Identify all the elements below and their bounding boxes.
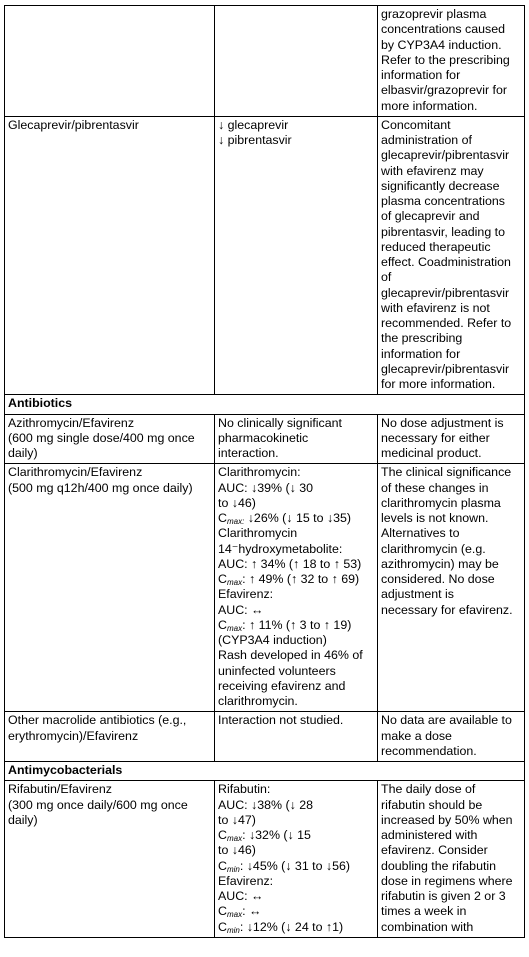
text-line: pharmacokinetic [218,430,309,445]
text-line: The clinical significance [381,465,512,480]
text-line: efavirenz. Consider [381,843,488,858]
text-line: to ↓47) [218,812,256,827]
text-line: Clarithromycin/Efavirenz [8,465,143,480]
text-line: Refer to the prescribing [381,52,510,67]
text-line: Efavirenz: [218,873,274,888]
text-line: information for [381,68,461,82]
subscript: min [226,925,240,935]
text-line: AUC: ↑ 34% (↑ 18 to ↑ 53) [218,556,362,571]
text-line: effect. Coadministration [381,255,511,269]
text-line: Interaction not studied. [218,713,344,728]
text-line: No clinically significant [218,415,342,430]
text-line: concentrations caused [381,22,505,37]
text-line: Alternatives to [381,526,460,541]
subscript: max [226,578,243,587]
text-line: administration of [381,133,472,147]
text-line: combination with [381,919,474,934]
text-line [218,904,375,919]
table-row [5,116,525,395]
c-symbol: C [218,904,227,919]
text-line: times a week in [381,904,467,919]
text-line: daily) [8,812,38,827]
table-row [5,712,525,762]
drug-cell [5,464,215,712]
text-line: interaction. [218,446,279,460]
value-text: : ↑ 11% (↑ 3 to ↑ 19) [242,617,352,632]
text-line: AUC: ↓39% (↓ 30 [218,480,314,495]
c-symbol: C [218,617,227,632]
subscript: max [226,623,243,633]
value-text: : ↓12% (↓ 24 to ↑1) [239,919,344,934]
text-line: daily) [8,446,38,460]
text-line: (CYP3A4 induction) [218,633,327,647]
text-line: Concomitant [381,117,451,132]
subscript: max: [226,517,245,526]
text-line: by CYP3A4 induction. [381,37,502,52]
effect-cell [215,414,378,464]
text-line: with efavirenz may [381,163,484,178]
text-line: glecaprevir/pibrentasvir [381,361,510,376]
text-line: ↓ pibrentasvir [218,133,292,147]
text-line: No dose adjustment is [381,415,504,430]
effect-cell [215,781,378,938]
text-line: elbasvir/grazoprevir for [381,83,508,98]
c-symbol: C [218,572,227,586]
value-text: : ↓32% (↓ 15 [242,828,311,842]
text-line: increased by 50% when [381,812,513,827]
text-line: clarithromycin plasma [381,495,501,510]
text-line: The daily dose of [381,782,476,797]
text-line [218,618,375,633]
recommendation-cell [378,781,525,938]
text-line: Efavirenz: [218,587,274,602]
text-line: erythromycin)/Efavirenz [8,728,139,743]
value-text: : ↑ 49% (↑ 32 to ↑ 69) [242,572,360,586]
text-line: adjustment is [381,587,455,602]
text-line: recommendation. [381,743,477,758]
recommendation-cell [378,712,525,762]
c-symbol: C [218,511,227,525]
text-line: significantly decrease [381,178,500,193]
text-line: Rifabutin: [218,782,271,797]
text-line: rifabutin should be [381,797,483,812]
text-line: (500 mg q12h/400 mg once daily) [8,480,193,495]
recommendation-cell [378,116,525,395]
text-line: AUC: ↔ [218,889,264,903]
text-line: more information. [381,98,478,113]
text-line [218,920,375,935]
drug-cell [5,116,215,395]
text-line: levels is not known. [381,511,489,525]
text-line: grazoprevir plasma [381,7,487,21]
text-line [218,572,375,587]
text-line: Azithromycin/Efavirenz [8,415,135,430]
text-line [218,828,375,843]
text-line: the prescribing [381,331,463,346]
text-line [218,859,375,874]
section-row [5,395,525,414]
interaction-table [4,5,525,938]
drug-cell [5,781,215,938]
text-line: with efavirenz is not [381,300,490,315]
table-row [5,781,525,938]
text-line: of these changes in [381,480,489,495]
text-line: necessary for either [381,430,490,445]
recommendation-cell [378,414,525,464]
text-line: plasma concentrations [381,194,505,208]
subscript: max [226,834,243,843]
table-row [5,414,525,464]
text-line: reduced therapeutic [381,239,491,254]
section-heading-antibiotics: Antibiotics [5,395,525,414]
text-line: of glecaprevir and [381,209,480,224]
text-line: 14⁻hydroxymetabolite: [218,541,343,556]
effect-cell [215,712,378,762]
text-line: make a dose [381,728,452,743]
drug-cell [5,6,215,117]
text-line: azithromycin) may be [381,556,499,571]
text-line: clarithromycin. [218,694,298,708]
text-line: rifabutin is given 2 or 3 [381,889,506,903]
text-line: glecaprevir/pibrentasvir [381,285,510,300]
effect-cell [215,464,378,712]
recommendation-cell [378,6,525,117]
text-line: uninfected volunteers [218,663,336,678]
text-line [218,511,375,526]
text-line: AUC: ↓38% (↓ 28 [218,797,314,812]
c-symbol: C [218,919,227,934]
effect-cell [215,116,378,395]
drug-cell [5,414,215,464]
section-row [5,762,525,781]
text-line: to ↓46) [218,843,256,858]
text-line: pibrentasvir, leading to [381,224,505,239]
text-line: recommended. Refer to [381,316,512,330]
drug-cell [5,712,215,762]
text-line: of [381,270,392,285]
text-line: clarithromycin (e.g. [381,541,486,556]
text-line: ↓ glecaprevir [218,117,289,132]
text-line: Clarithromycin: [218,465,301,480]
text-line: Other macrolide antibiotics (e.g., [8,713,187,728]
text-line: considered. No dose [381,572,495,586]
c-symbol: C [218,858,227,873]
text-line: Clarithromycin [218,526,298,541]
effect-cell [215,6,378,117]
text-line: No data are available to [381,713,512,728]
text-line: Rifabutin/Efavirenz [8,782,112,797]
text-line: medicinal product. [381,446,482,460]
drug-name: Glecaprevir/pibrentasvir [8,117,139,132]
text-line: (300 mg once daily/600 mg once [8,797,188,812]
c-symbol: C [218,828,227,842]
subscript: min [226,864,240,874]
value-text: : ↓45% (↓ 31 to ↓56) [239,858,351,873]
value-text: ↓26% (↓ 15 to ↓35) [244,511,352,525]
text-line: Rash developed in 46% of [218,648,363,663]
value-text: : ↔ [242,904,262,919]
recommendation-cell [378,464,525,712]
text-line: for more information. [381,377,496,391]
text-line: glecaprevir/pibrentasvir [381,148,510,163]
table-row [5,6,525,117]
text-line: to ↓46) [218,495,256,510]
text-line: administered with [381,828,478,842]
table-row [5,464,525,712]
text-line: (600 mg single dose/400 mg once [8,430,195,445]
text-line: dose in regimens where [381,873,513,888]
text-line: AUC: ↔ [218,602,264,617]
text-line: receiving efavirenz and [218,678,346,693]
text-line: information for [381,346,461,361]
subscript: max [226,910,243,920]
text-line: necessary for efavirenz. [381,602,513,617]
section-heading-antimycobacterials: Antimycobacterials [5,762,525,781]
text-line: doubling the rifabutin [381,858,497,873]
